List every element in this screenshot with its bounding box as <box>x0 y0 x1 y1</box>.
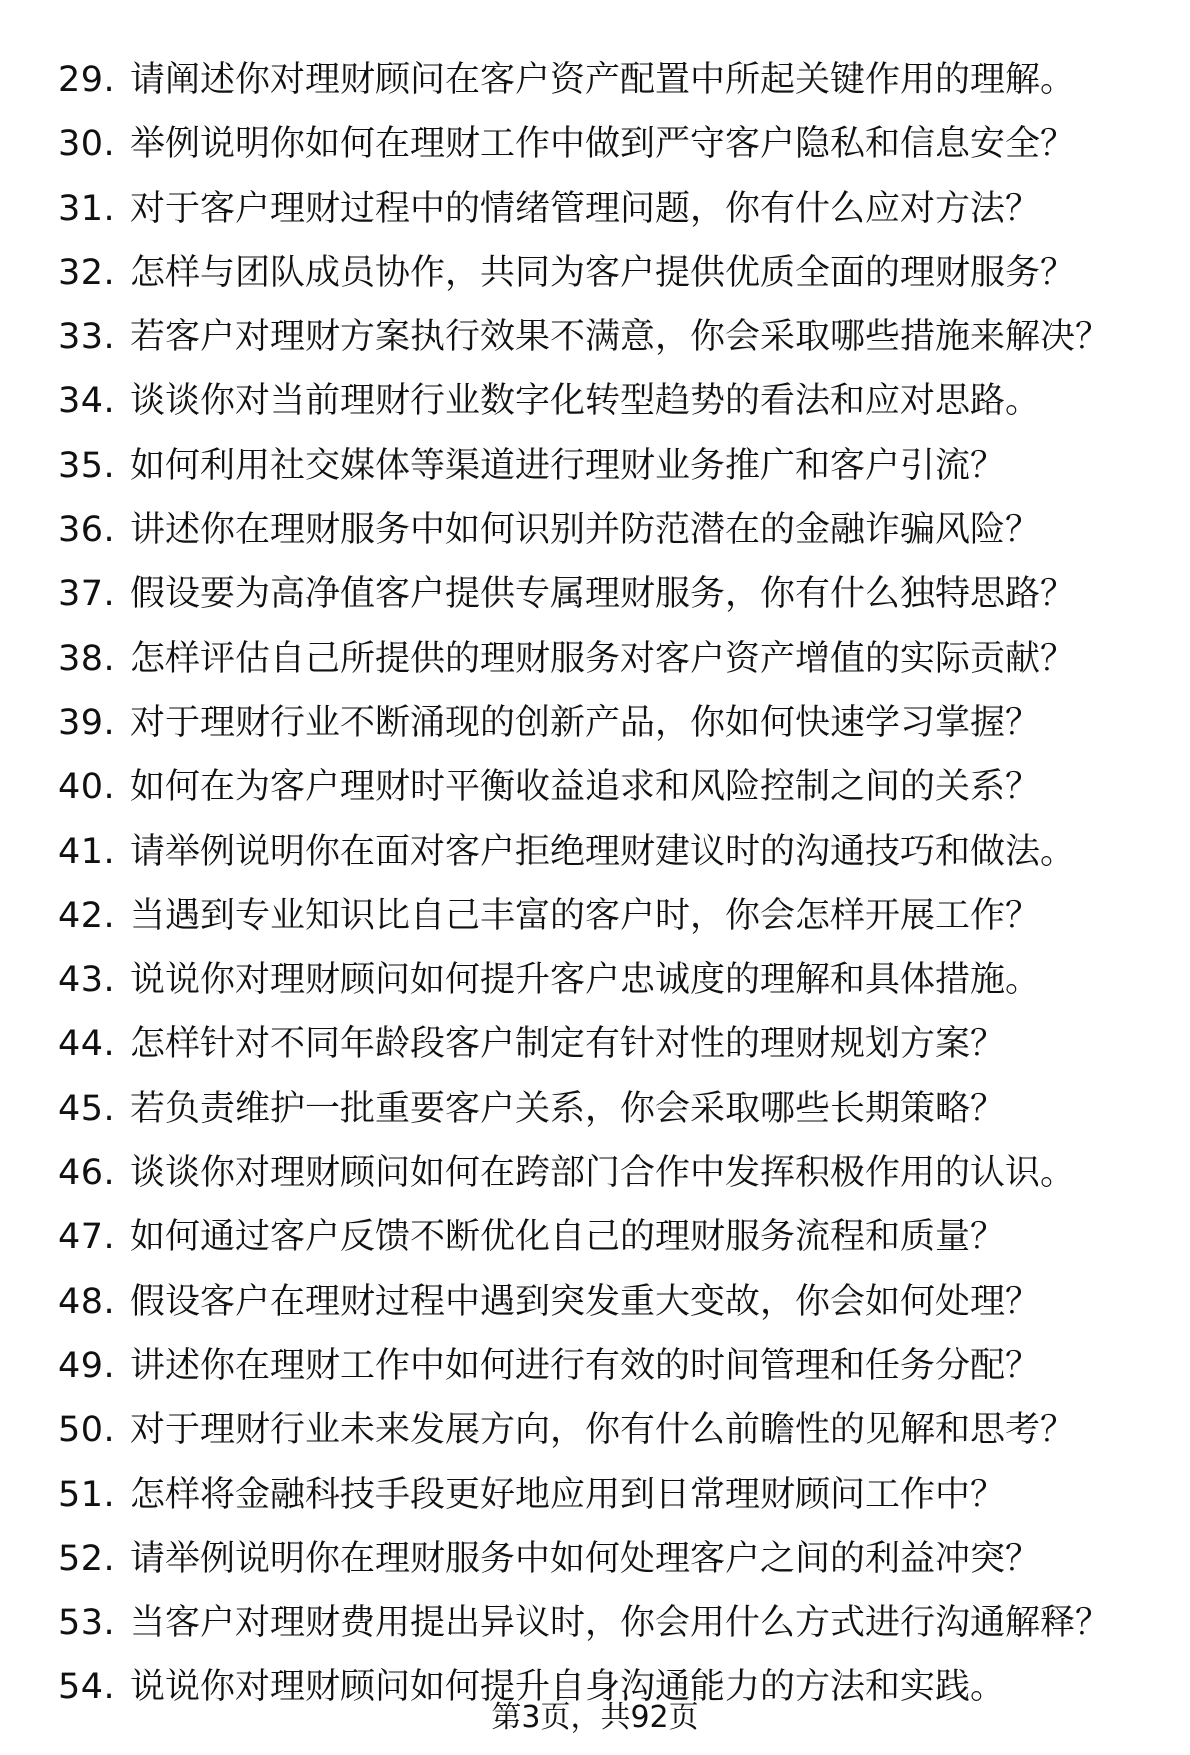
question-text: 假设客户在理财过程中遇到突发重大变故，你会如何处理？ <box>130 1281 1041 1322</box>
question-text: 请举例说明你在面对客户拒绝理财建议时的沟通技巧和做法。 <box>130 831 1076 872</box>
question-number: 44. <box>58 1024 116 1065</box>
question-number: 39. <box>58 702 116 743</box>
question-item <box>58 434 1168 498</box>
question-text: 说说你对理财顾问如何提升客户忠诚度的理解和具体措施。 <box>130 960 1041 1001</box>
question-text: 讲述你在理财服务中如何识别并防范潜在的金融诈骗风险？ <box>130 510 1041 551</box>
question-number: 31. <box>58 188 116 229</box>
question-text: 讲述你在理财工作中如何进行有效的时间管理和任务分配？ <box>130 1345 1041 1386</box>
question-item <box>58 1463 1168 1527</box>
question-item <box>58 369 1168 433</box>
question-text: 若客户对理财方案执行效果不满意，你会采取哪些措施来解决？ <box>130 317 1111 358</box>
question-item <box>58 691 1168 755</box>
question-text: 请举例说明你在理财服务中如何处理客户之间的利益冲突？ <box>130 1538 1041 1579</box>
question-text: 说说你对理财顾问如何提升自身沟通能力的方法和实践。 <box>130 1667 1006 1708</box>
question-item <box>58 498 1168 562</box>
question-number: 30. <box>58 124 116 165</box>
question-number: 54. <box>58 1667 116 1708</box>
page-number-label: 第3页，共92页 <box>491 1700 699 1735</box>
question-number: 43. <box>58 960 116 1001</box>
question-item <box>58 1141 1168 1205</box>
question-item <box>58 1205 1168 1269</box>
question-number: 33. <box>58 317 116 358</box>
question-text: 假设要为高净值客户提供专属理财服务，你有什么独特思路？ <box>130 574 1076 615</box>
question-number: 42. <box>58 895 116 936</box>
question-number: 46. <box>58 1153 116 1194</box>
question-text: 如何利用社交媒体等渠道进行理财业务推广和客户引流？ <box>130 445 1006 486</box>
question-number: 48. <box>58 1281 116 1322</box>
question-list <box>58 48 1168 1720</box>
question-number: 37. <box>58 574 116 615</box>
question-item <box>58 948 1168 1012</box>
question-item <box>58 1591 1168 1655</box>
question-number: 45. <box>58 1088 116 1129</box>
question-text: 举例说明你如何在理财工作中做到严守客户隐私和信息安全？ <box>130 124 1076 165</box>
question-text: 请阐述你对理财顾问在客户资产配置中所起关键作用的理解。 <box>130 60 1076 100</box>
question-text: 如何在为客户理财时平衡收益追求和风险控制之间的关系？ <box>130 767 1041 808</box>
page-footer <box>0 1698 1190 1738</box>
question-item <box>58 177 1168 241</box>
question-number: 47. <box>58 1217 116 1258</box>
question-text: 怎样评估自己所提供的理财服务对客户资产增值的实际贡献？ <box>130 638 1076 679</box>
question-item <box>58 112 1168 176</box>
question-number: 35. <box>58 445 116 486</box>
question-text: 当遇到专业知识比自己丰富的客户时，你会怎样开展工作？ <box>130 895 1041 936</box>
question-number: 29. <box>58 60 116 100</box>
question-item <box>58 48 1168 112</box>
question-text: 谈谈你对当前理财行业数字化转型趋势的看法和应对思路。 <box>130 381 1041 422</box>
question-text: 谈谈你对理财顾问如何在跨部门合作中发挥积极作用的认识。 <box>130 1153 1076 1194</box>
question-number: 38. <box>58 638 116 679</box>
question-text: 怎样将金融科技手段更好地应用到日常理财顾问工作中？ <box>130 1474 1006 1515</box>
question-number: 36. <box>58 510 116 551</box>
question-item <box>58 562 1168 626</box>
question-item <box>58 1077 1168 1141</box>
question-number: 34. <box>58 381 116 422</box>
question-item <box>58 755 1168 819</box>
question-item <box>58 820 1168 884</box>
question-text: 如何通过客户反馈不断优化自己的理财服务流程和质量？ <box>130 1217 1006 1258</box>
question-number: 32. <box>58 252 116 293</box>
question-item <box>58 884 1168 948</box>
question-text: 对于理财行业不断涌现的创新产品，你如何快速学习掌握？ <box>130 702 1041 743</box>
question-item <box>58 1334 1168 1398</box>
question-item <box>58 241 1168 305</box>
question-text: 对于理财行业未来发展方向，你有什么前瞻性的见解和思考？ <box>130 1410 1076 1451</box>
question-text: 怎样与团队成员协作，共同为客户提供优质全面的理财服务？ <box>130 252 1076 293</box>
question-number: 53. <box>58 1603 116 1644</box>
question-text: 对于客户理财过程中的情绪管理问题，你有什么应对方法？ <box>130 188 1041 229</box>
question-number: 49. <box>58 1345 116 1386</box>
question-text: 怎样针对不同年龄段客户制定有针对性的理财规划方案？ <box>130 1024 1006 1065</box>
question-item <box>58 1398 1168 1462</box>
question-text: 当客户对理财费用提出异议时，你会用什么方式进行沟通解释？ <box>130 1603 1111 1644</box>
question-number: 51. <box>58 1474 116 1515</box>
question-number: 41. <box>58 831 116 872</box>
question-number: 52. <box>58 1538 116 1579</box>
question-number: 50. <box>58 1410 116 1451</box>
question-item <box>58 305 1168 369</box>
question-text: 若负责维护一批重要客户关系，你会采取哪些长期策略？ <box>130 1088 1006 1129</box>
question-item <box>58 627 1168 691</box>
question-number: 40. <box>58 767 116 808</box>
question-item <box>58 1270 1168 1334</box>
question-item <box>58 1527 1168 1591</box>
question-item <box>58 1012 1168 1076</box>
